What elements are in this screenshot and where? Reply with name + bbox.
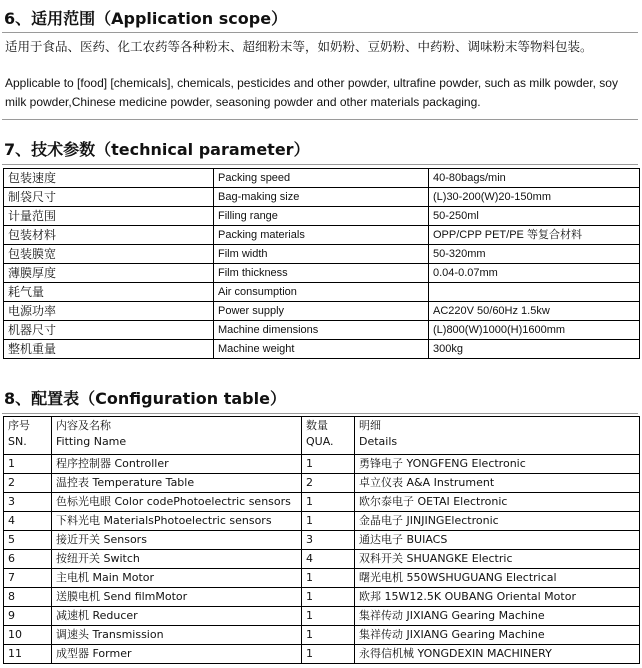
config-details: 欧邦 15W12.5K OUBANG Oriental Motor xyxy=(355,588,640,607)
parameter-row xyxy=(4,169,640,188)
config-fitting-name: 调速头 Transmission xyxy=(52,626,302,645)
configuration-row xyxy=(4,607,640,626)
config-sn: 5 xyxy=(4,531,52,550)
config-quantity: 1 xyxy=(302,512,355,531)
parameter-name-en: Film width xyxy=(214,245,429,264)
config-fitting-name: 接近开关 Sensors xyxy=(52,531,302,550)
parameter-value: (L)800(W)1000(H)1600mm xyxy=(429,321,640,340)
config-fitting-name: 成型器 Former xyxy=(52,645,302,664)
config-details: 卓立仪表 A&A Instrument xyxy=(355,474,640,493)
config-quantity: 3 xyxy=(302,531,355,550)
config-quantity: 4 xyxy=(302,550,355,569)
config-sn: 4 xyxy=(4,512,52,531)
config-details: 集祥传动 JIXIANG Gearing Machine xyxy=(355,607,640,626)
parameter-name-en: Film thickness xyxy=(214,264,429,283)
config-quantity: 1 xyxy=(302,626,355,645)
parameter-row xyxy=(4,264,640,283)
configuration-row xyxy=(4,455,640,474)
parameter-name-en: Air consumption xyxy=(214,283,429,302)
header-sn: 序号 SN. xyxy=(4,417,52,455)
parameter-row xyxy=(4,226,640,245)
configuration-row xyxy=(4,512,640,531)
parameter-name-cn: 耗气量 xyxy=(4,283,214,302)
parameter-name-en: Machine weight xyxy=(214,340,429,359)
config-sn: 7 xyxy=(4,569,52,588)
configuration-row xyxy=(4,626,640,645)
parameter-value: 50-320mm xyxy=(429,245,640,264)
header-fitting-name: 内容及名称 Fitting Name xyxy=(52,417,302,455)
config-details: 金晶电子 JINJINGElectronic xyxy=(355,512,640,531)
config-details: 集祥传动 JIXIANG Gearing Machine xyxy=(355,626,640,645)
config-quantity: 1 xyxy=(302,569,355,588)
application-scope-en: Applicable to [food] [chemicals], chemicals, pesticides and other powder, ultrafine powder, such as milk powder, soy milk powder,Chinese medicine powder, seasoning powder and other materials packaging. xyxy=(5,76,618,109)
config-sn: 8 xyxy=(4,588,52,607)
parameter-row xyxy=(4,245,640,264)
config-quantity: 1 xyxy=(302,588,355,607)
parameter-name-en: Packing materials xyxy=(214,226,429,245)
configuration-row xyxy=(4,550,640,569)
config-quantity: 2 xyxy=(302,474,355,493)
configuration-row xyxy=(4,569,640,588)
parameter-value: 0.04-0.07mm xyxy=(429,264,640,283)
config-fitting-name: 减速机 Reducer xyxy=(52,607,302,626)
parameter-name-cn: 制袋尺寸 xyxy=(4,188,214,207)
config-fitting-name: 色标光电眼 Color codePhotoelectric sensors xyxy=(52,493,302,512)
parameter-value: 50-250ml xyxy=(429,207,640,226)
parameter-value: (L)30-200(W)20-150mm xyxy=(429,188,640,207)
parameter-name-en: Filling range xyxy=(214,207,429,226)
config-details: 欧尔泰电子 OETAI Electronic xyxy=(355,493,640,512)
parameter-name-cn: 薄膜厚度 xyxy=(4,264,214,283)
config-fitting-name: 下料光电 MaterialsPhotoelectric sensors xyxy=(52,512,302,531)
divider xyxy=(2,119,638,120)
config-sn: 11 xyxy=(4,645,52,664)
section-7-title: 7、技术参数（technical parameter） xyxy=(4,140,310,159)
configuration-row xyxy=(4,474,640,493)
header-details: 明细 Details xyxy=(355,417,640,455)
parameter-name-cn: 包装速度 xyxy=(4,169,214,188)
config-sn: 10 xyxy=(4,626,52,645)
parameter-name-cn: 机器尺寸 xyxy=(4,321,214,340)
header-quantity: 数量 QUA. xyxy=(302,417,355,455)
configuration-row xyxy=(4,645,640,664)
config-details: 通达电子 BUIACS xyxy=(355,531,640,550)
parameter-value: 300kg xyxy=(429,340,640,359)
config-sn: 1 xyxy=(4,455,52,474)
parameter-value: 40-80bags/min xyxy=(429,169,640,188)
configuration-table-header xyxy=(4,417,640,455)
technical-parameter-table xyxy=(3,168,640,359)
config-sn: 6 xyxy=(4,550,52,569)
divider xyxy=(2,413,638,414)
config-details: 双科开关 SHUANGKE Electric xyxy=(355,550,640,569)
configuration-row xyxy=(4,531,640,550)
divider xyxy=(2,164,638,165)
parameter-row xyxy=(4,302,640,321)
parameter-name-en: Bag-making size xyxy=(214,188,429,207)
parameter-name-cn: 整机重量 xyxy=(4,340,214,359)
config-details: 勇锋电子 YONGFENG Electronic xyxy=(355,455,640,474)
parameter-value xyxy=(429,283,640,302)
config-sn: 3 xyxy=(4,493,52,512)
section-6-title: 6、适用范围（Application scope） xyxy=(4,9,288,28)
divider xyxy=(2,32,638,33)
config-fitting-name: 按纽开关 Switch xyxy=(52,550,302,569)
section-8-title: 8、配置表（Configuration table） xyxy=(4,389,286,408)
parameter-name-en: Power supply xyxy=(214,302,429,321)
config-quantity: 1 xyxy=(302,455,355,474)
parameter-row xyxy=(4,340,640,359)
configuration-table xyxy=(3,416,640,664)
parameter-name-cn: 计量范围 xyxy=(4,207,214,226)
parameter-value: AC220V 50/60Hz 1.5kw xyxy=(429,302,640,321)
parameter-row xyxy=(4,207,640,226)
config-quantity: 1 xyxy=(302,645,355,664)
parameter-name-cn: 包装膜宽 xyxy=(4,245,214,264)
config-details: 曙光电机 550WSHUGUANG Electrical xyxy=(355,569,640,588)
config-quantity: 1 xyxy=(302,493,355,512)
parameter-value: OPP/CPP PET/PE 等复合材料 xyxy=(429,226,640,245)
parameter-name-cn: 包装材料 xyxy=(4,226,214,245)
config-sn: 2 xyxy=(4,474,52,493)
configuration-row xyxy=(4,493,640,512)
config-details: 永得信机械 YONGDEXIN MACHINERY xyxy=(355,645,640,664)
config-fitting-name: 主电机 Main Motor xyxy=(52,569,302,588)
application-scope-cn: 适用于食品、医药、化工农药等各种粉末、超细粉末等，如奶粉、豆奶粉、中药粉、调味粉末等物料包装。 xyxy=(5,39,593,54)
parameter-row xyxy=(4,321,640,340)
config-fitting-name: 程序控制器 Controller xyxy=(52,455,302,474)
config-sn: 9 xyxy=(4,607,52,626)
parameter-name-en: Packing speed xyxy=(214,169,429,188)
config-quantity: 1 xyxy=(302,607,355,626)
parameter-row xyxy=(4,188,640,207)
configuration-row xyxy=(4,588,640,607)
parameter-name-en: Machine dimensions xyxy=(214,321,429,340)
parameter-name-cn: 电源功率 xyxy=(4,302,214,321)
parameter-row xyxy=(4,283,640,302)
config-fitting-name: 送膜电机 Send filmMotor xyxy=(52,588,302,607)
config-fitting-name: 温控表 Temperature Table xyxy=(52,474,302,493)
